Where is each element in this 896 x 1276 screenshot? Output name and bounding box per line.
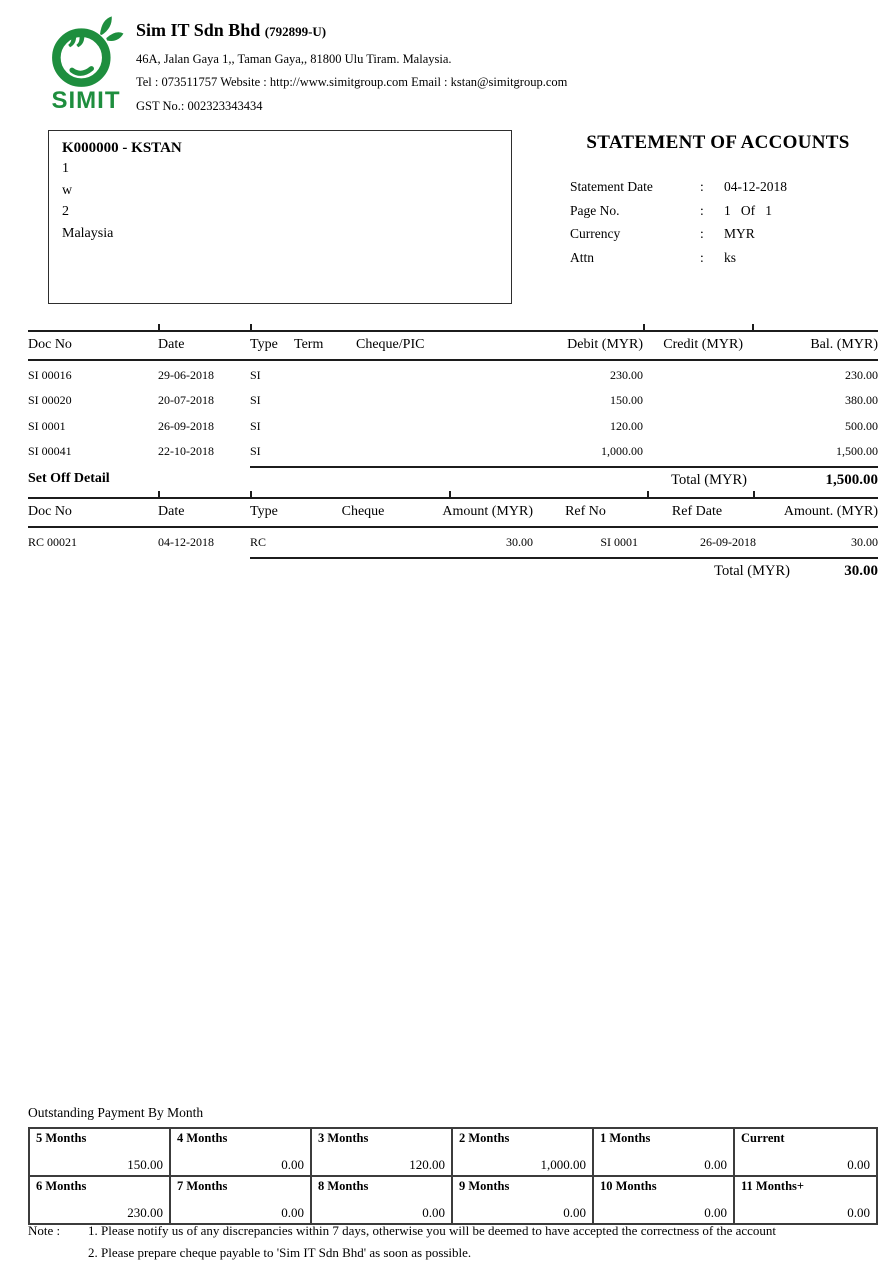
type-cell: SI bbox=[250, 418, 261, 433]
col-header-term: Term bbox=[294, 337, 324, 352]
table-top-rule bbox=[28, 497, 878, 499]
balance-cell: 500.00 bbox=[845, 418, 878, 433]
page-no-row bbox=[570, 204, 870, 218]
company-header bbox=[136, 20, 756, 113]
transactions-total-row bbox=[28, 468, 878, 489]
col-header-cheque: Cheque bbox=[341, 504, 385, 519]
type-cell: SI bbox=[250, 393, 261, 407]
type-cell: SI bbox=[250, 444, 261, 458]
table-row bbox=[28, 387, 878, 413]
col-header-ref-no: Ref No bbox=[565, 504, 606, 519]
date-cell: 29-06-2018 bbox=[158, 367, 214, 382]
company-logo bbox=[38, 14, 134, 114]
currency-row bbox=[570, 227, 870, 241]
customer-address-line: Malaysia bbox=[62, 225, 114, 241]
customer-address-line: 2 bbox=[62, 204, 69, 219]
aging-bucket-label: 7 Months bbox=[177, 1179, 228, 1193]
customer-code-name: K000000 - KSTAN bbox=[62, 140, 182, 156]
aging-cell bbox=[171, 1129, 312, 1177]
aging-bucket-value: 230.00 bbox=[127, 1205, 163, 1220]
customer-address-line: 1 bbox=[62, 161, 69, 176]
notes-list bbox=[88, 1220, 776, 1264]
tick-mark bbox=[752, 324, 754, 332]
col-header-credit: Credit (MYR) bbox=[663, 337, 743, 352]
aging-cell bbox=[453, 1129, 594, 1177]
aging-bucket-label: 9 Months bbox=[459, 1179, 510, 1193]
amount-cell: 30.00 bbox=[851, 534, 878, 549]
aging-bucket-label: Current bbox=[741, 1131, 785, 1145]
aging-bucket-value: 1,000.00 bbox=[540, 1157, 586, 1172]
aging-cell bbox=[30, 1177, 171, 1223]
debit-cell: 230.00 bbox=[610, 367, 643, 382]
set-off-header-row bbox=[28, 499, 878, 528]
aging-cell bbox=[594, 1177, 735, 1223]
company-contact: Tel : 073511757 Website : http://www.simitgroup.com Email : kstan@simitgroup.com bbox=[136, 75, 568, 89]
total-value: 1,500.00 bbox=[825, 472, 878, 488]
col-header-ref-date: Ref Date bbox=[671, 504, 723, 519]
aging-bucket-value: 0.00 bbox=[704, 1205, 727, 1220]
page-no-value: 1 Of 1 bbox=[724, 202, 772, 218]
table-row bbox=[28, 438, 878, 464]
date-cell: 22-10-2018 bbox=[158, 444, 214, 458]
separator-colon: : bbox=[700, 179, 704, 194]
debit-cell: 1,000.00 bbox=[601, 444, 643, 458]
ref-no-cell: SI 0001 bbox=[600, 534, 638, 549]
aging-cell bbox=[735, 1177, 876, 1223]
aging-cell bbox=[171, 1177, 312, 1223]
attn-value: ks bbox=[724, 249, 737, 265]
col-header-debit: Debit (MYR) bbox=[567, 337, 643, 352]
simit-face-icon bbox=[38, 14, 134, 92]
balance-cell: 380.00 bbox=[845, 393, 878, 407]
aging-cell bbox=[312, 1129, 453, 1177]
transactions-header-row bbox=[28, 332, 878, 361]
customer-address-line: w bbox=[62, 182, 73, 198]
col-header-balance: Bal. (MYR) bbox=[810, 337, 878, 352]
table-top-rule bbox=[28, 330, 878, 332]
table-row bbox=[28, 412, 878, 438]
aging-cell bbox=[735, 1129, 876, 1177]
type-cell: SI bbox=[250, 367, 261, 382]
statement-date-value: 04-12-2018 bbox=[724, 179, 787, 194]
balance-cell: 230.00 bbox=[845, 367, 878, 382]
tick-mark bbox=[158, 491, 160, 499]
aging-bucket-value: 120.00 bbox=[409, 1157, 445, 1172]
notes-label: Note : bbox=[28, 1223, 61, 1238]
balance-cell: 1,500.00 bbox=[836, 444, 878, 458]
attn-row bbox=[570, 251, 870, 265]
total-label: Total (MYR) bbox=[714, 562, 790, 579]
col-header-amount-2: Amount. (MYR) bbox=[783, 504, 878, 519]
currency-value: MYR bbox=[724, 226, 755, 241]
tick-mark bbox=[647, 491, 649, 499]
aging-bucket-label: 6 Months bbox=[36, 1179, 87, 1193]
aging-bucket-label: 1 Months bbox=[600, 1131, 651, 1145]
col-header-type: Type bbox=[250, 504, 278, 519]
aging-cell bbox=[30, 1129, 171, 1177]
statement-meta bbox=[570, 180, 870, 274]
type-cell: RC bbox=[250, 534, 267, 549]
aging-bucket-label: 8 Months bbox=[318, 1179, 369, 1193]
doc-no-cell: SI 0001 bbox=[28, 418, 66, 433]
aging-bucket-value: 0.00 bbox=[704, 1157, 727, 1172]
notes-section bbox=[28, 1220, 876, 1264]
date-cell: 26-09-2018 bbox=[158, 418, 214, 433]
debit-cell: 120.00 bbox=[610, 418, 643, 433]
doc-no-cell: SI 00016 bbox=[28, 367, 72, 382]
company-gst: GST No.: 002323343434 bbox=[136, 98, 263, 113]
company-address: 46A, Jalan Gaya 1,, Taman Gaya,, 81800 Ulu Tiram. Malaysia. bbox=[136, 51, 452, 66]
statement-title: STATEMENT OF ACCOUNTS bbox=[586, 132, 850, 153]
aging-bucket-value: 0.00 bbox=[563, 1205, 586, 1220]
set-off-total-row bbox=[28, 559, 878, 580]
tick-mark bbox=[449, 491, 451, 499]
aging-bucket-label: 11 Months+ bbox=[741, 1179, 805, 1193]
set-off-section-title: Set Off Detail bbox=[28, 471, 110, 486]
col-header-date: Date bbox=[158, 337, 185, 352]
aging-bucket-label: 3 Months bbox=[318, 1131, 369, 1145]
doc-no-cell: RC 00021 bbox=[28, 534, 78, 549]
amount-cell: 30.00 bbox=[506, 534, 533, 549]
company-name-text: Sim IT Sdn Bhd bbox=[136, 20, 261, 40]
aging-cell bbox=[453, 1177, 594, 1223]
table-row bbox=[28, 361, 878, 387]
date-cell: 20-07-2018 bbox=[158, 393, 214, 407]
statement-date-label: Statement Date bbox=[570, 179, 653, 194]
total-value: 30.00 bbox=[844, 562, 878, 579]
col-header-doc-no: Doc No bbox=[28, 337, 72, 352]
aging-bucket-value: 0.00 bbox=[422, 1205, 445, 1220]
tick-mark bbox=[753, 491, 755, 499]
statement-date-row bbox=[570, 180, 870, 194]
col-header-type: Type bbox=[250, 337, 278, 352]
aging-bucket-value: 0.00 bbox=[281, 1205, 304, 1220]
doc-no-cell: SI 00041 bbox=[28, 444, 72, 458]
table-row bbox=[28, 528, 878, 554]
debit-cell: 150.00 bbox=[610, 393, 643, 407]
note-item: 2. Please prepare cheque payable to 'Sim IT Sdn Bhd' as soon as possible. bbox=[88, 1245, 472, 1260]
aging-bucket-label: 2 Months bbox=[459, 1131, 510, 1145]
aging-bucket-value: 150.00 bbox=[127, 1157, 163, 1172]
aging-section-title: Outstanding Payment By Month bbox=[28, 1105, 204, 1120]
separator-colon: : bbox=[700, 202, 704, 218]
tick-mark bbox=[158, 324, 160, 332]
note-item: 1. Please notify us of any discrepancies within 7 days, otherwise you will be deemed to have accepted the correctness of the account bbox=[88, 1223, 777, 1238]
attn-label: Attn bbox=[570, 249, 595, 265]
aging-cell bbox=[312, 1177, 453, 1223]
tick-mark bbox=[250, 491, 252, 499]
col-header-doc-no: Doc No bbox=[28, 504, 72, 519]
separator-colon: : bbox=[700, 226, 704, 241]
svg-text:”: ” bbox=[66, 30, 88, 73]
company-name bbox=[136, 20, 756, 42]
customer-address-box bbox=[48, 130, 512, 304]
aging-table bbox=[28, 1127, 878, 1225]
set-off-table bbox=[28, 497, 878, 580]
company-reg-no: (792899-U) bbox=[264, 24, 327, 39]
logo-wordmark: SIMIT bbox=[51, 87, 121, 114]
aging-bucket-label: 10 Months bbox=[600, 1179, 657, 1193]
ref-date-cell: 26-09-2018 bbox=[700, 534, 756, 549]
tick-mark bbox=[643, 324, 645, 332]
doc-no-cell: SI 00020 bbox=[28, 393, 72, 407]
aging-bucket-label: 5 Months bbox=[36, 1131, 87, 1145]
col-header-cheque-pic: Cheque/PIC bbox=[356, 337, 425, 352]
aging-cell bbox=[594, 1129, 735, 1177]
aging-bucket-label: 4 Months bbox=[177, 1131, 228, 1145]
total-label: Total (MYR) bbox=[671, 472, 747, 488]
col-header-date: Date bbox=[158, 504, 185, 519]
aging-bucket-value: 0.00 bbox=[281, 1157, 304, 1172]
transactions-table bbox=[28, 330, 878, 489]
separator-colon: : bbox=[700, 249, 704, 265]
aging-bucket-value: 0.00 bbox=[847, 1205, 870, 1220]
aging-bucket-value: 0.00 bbox=[847, 1157, 870, 1172]
page-no-label: Page No. bbox=[570, 202, 620, 218]
col-header-amount: Amount (MYR) bbox=[442, 504, 533, 519]
date-cell: 04-12-2018 bbox=[158, 534, 214, 549]
currency-label: Currency bbox=[570, 226, 621, 241]
tick-mark bbox=[250, 324, 252, 332]
